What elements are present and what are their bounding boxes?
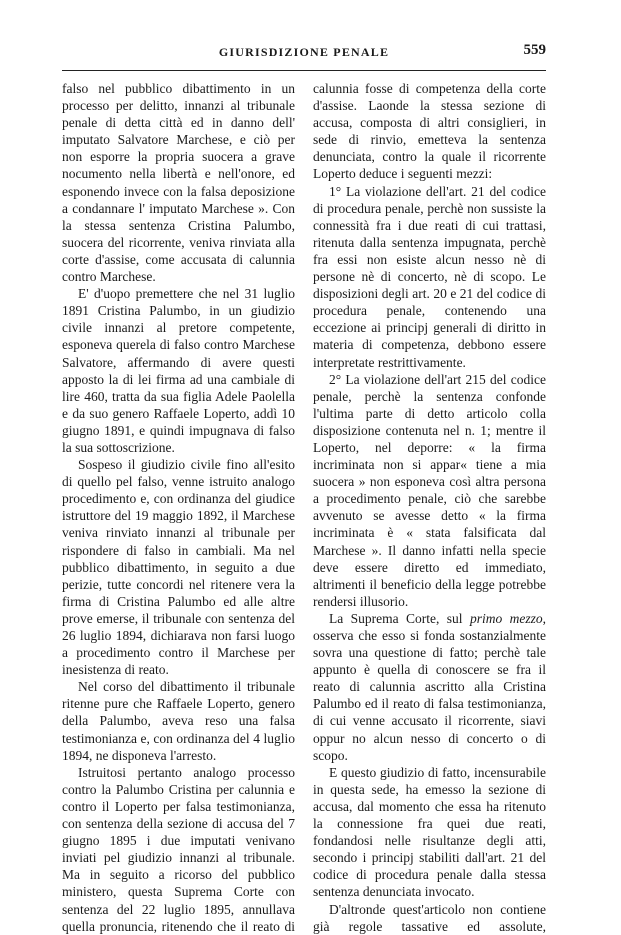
left-column (62, 80, 295, 935)
paragraph-text: La Suprema Corte, sul (329, 610, 470, 626)
paragraph: falso nel pubblico dibattimento in un processo per delitto, innanzi al tribunale penale di detta città ed in danno dell' imputato Salvatore Marchese, e ciò per non esporre la propria suocera a grave nocumento nella libertà e nell'onore, ed esponendo invece con la falsa deposizione a condannare l' imputato Marchese ». Con la stessa sentenza Cristina Palumbo, suocera del ricorrente, veniva rinviata alla corte d'assise, come accusata di calunnia contro Marchese. (62, 81, 295, 285)
paragraph: E questo giudizio di fatto, incensurabile in questa sede, ha emesso la sezione di accusa, dal momento che essa ha ritenuto la connessione fra quei due reati, fondandosi nelle risultanze degli atti, secondo i principj stabiliti dall'art. 21 del codice di procedura penale dalla stessa sentenza denunciata invocato. (313, 764, 546, 900)
paragraph: Sospeso il giudizio civile fino all'esito di quello pel falso, venne istruito analogo procedimento e, con ordinanza del giudice istruttore del 19 maggio 1892, il Marchese veniva rinviato innanzi al tribunale per rispondere di falso in cambiali. Ma nel pubblico dibattimento, in seguito a due perizie, tutte concordi nel ritenere vera la firma di Cristina Palumbo ed alle altre prove emerse, il tribunale con sentenza del 26 luglio 1894, dichiarava non farsi luogo a procedimento contro il Marchese per inesistenza di reato. (62, 457, 295, 678)
page-number: 559 (523, 42, 546, 58)
paragraph (313, 610, 546, 764)
paragraph-text: , osserva che esso si fonda sostanzialmente sovra una questione di fatto; perchè tale appunto è quella di conoscere se fra il reato di calunnia ascritto alla Cristina Palumbo ed il reato di falsa testimonianza, di cui venne accusato il ricorrente, siavi oppur no alcun nesso di concerto o di scopo. (313, 610, 546, 763)
paragraph: Istruitosi pertanto analogo processo contro la Palumbo Cristina per calunnia e contro il Loperto per falsa testimonianza, con sentenza della sezione di accusa del 7 giugno 1895 i due imputati venivano inviati pel giudizio innanzi al tribunale. Ma in seguito a ricorso del pubblico ministero, questa Suprema Corte con sentenza del 22 luglio 1895, annullava quella pronuncia, ritenendo che il reato di (62, 764, 295, 934)
page-header (62, 42, 546, 66)
paragraph: 2° La violazione dell'art 215 del codice penale, perchè la sentenza confonde l'ultima parte di detto articolo colla disposizione contenuta nel n. 1; mentre il Loperto, nel deporre: « la firma incriminata non si appar« tiene a mia suocera » non esponeva così altra persona a procedimento penale, ciò che sarebbe avvenuto se avesse detto « la firma incriminata è « stata falsificata dal Marchese ». Il danno infatti nella specie deve essere diretto ed immediato, altrimenti il beneficio della legge potrebbe rendersi illusorio. (313, 371, 546, 609)
paragraph: 1° La violazione dell'art. 21 del codice di procedura penale, perchè non sussiste la connessità fra i due reati di cui trattasi, ritenuta dalla sentenza impugnata, perchè fra essi non esiste alcun nesso nè di persone nè di concerto, nè di scopo. Le disposizioni degli art. 20 e 21 del codice di procedura penale, contenendo una eccezione ai principj generali di diritto in materia di competenza, debbono essere interpretate restrittivamente. (313, 183, 546, 370)
running-title: GIURISDIZIONE PENALE (218, 45, 390, 59)
paragraph: Nel corso del dibattimento il tribunale ritenne pure che Raffaele Loperto, genero della Palumbo, aveva reso una falsa testimonianza e, con ordinanza del 4 luglio 1894, ne disponeva l'arresto. (62, 679, 295, 763)
paragraph: D'altronde quest'articolo non contiene già regole tassative ed assolute, (313, 901, 546, 934)
emphasis-text: primo mezzo (469, 610, 543, 626)
paragraph: E' d'uopo premettere che nel 31 luglio 1891 Cristina Palumbo, in un giudizio civile innanzi al pretore competente, esponeva querela di falso contro Marchese Salvatore, affermando di avere questi apposto la di lei firma ad una cambiale di lire 460, tratta da sua figlia Adele Paolella e da suo genero Raffaele Loperto, addì 10 giugno 1891, e quindi impugnava di falso la sua sottoscrizione. (62, 286, 295, 455)
right-column (313, 80, 546, 935)
paragraph: calunnia fosse di competenza della corte d'assise. Laonde la stessa sezione di accusa, composta di altri consiglieri, in sede di rinvio, emetteva la sentenza denunciata, contro la quale il ricorrente Loperto deduce i seguenti mezzi: (313, 81, 546, 182)
header-rule (62, 70, 546, 71)
